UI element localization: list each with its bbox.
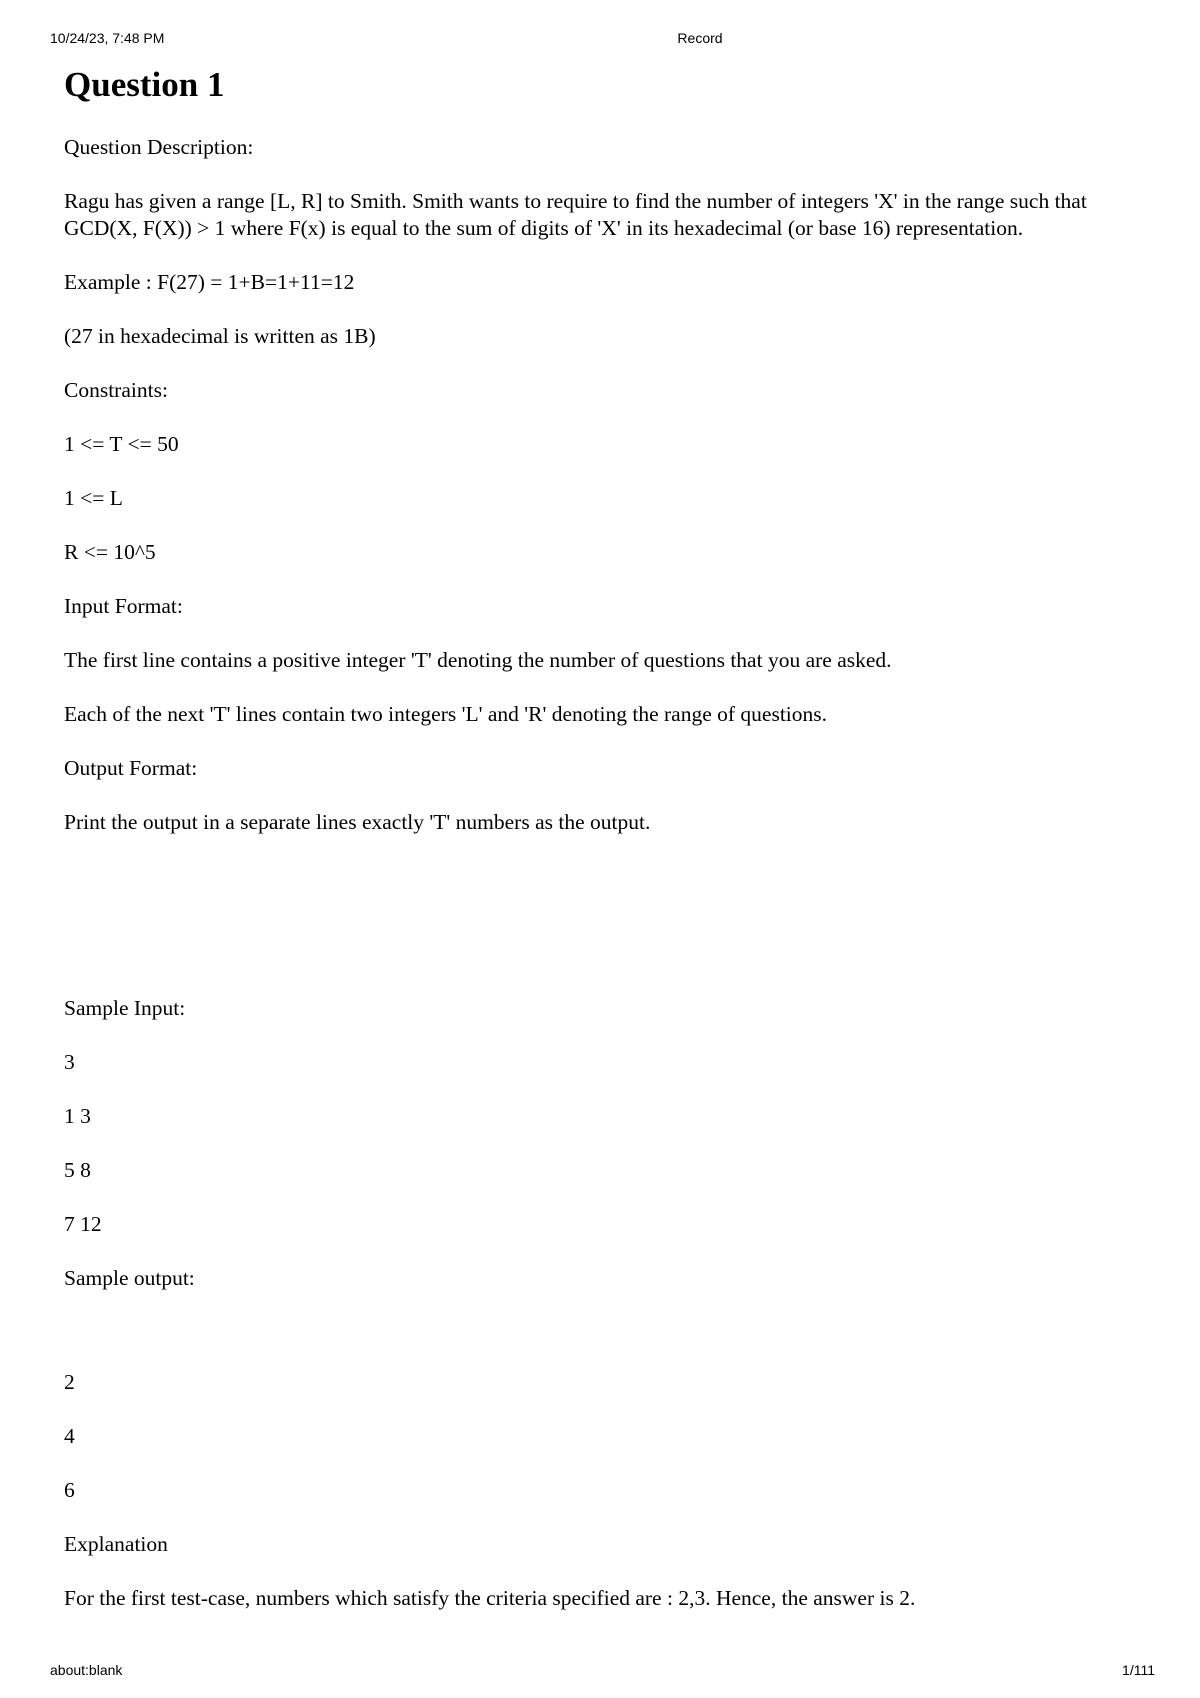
input-format-line: The first line contains a positive integer 'T' denoting the number of questions that you are asked. bbox=[64, 648, 892, 672]
input-format-label: Input Format: bbox=[64, 594, 183, 618]
sample-output-line: 4 bbox=[64, 1424, 75, 1448]
spacer bbox=[64, 1319, 1124, 1369]
constraints-label: Constraints: bbox=[64, 378, 168, 402]
constraint-item: 1 <= L bbox=[64, 486, 123, 510]
print-datetime: 10/24/23, 7:48 PM bbox=[50, 30, 165, 46]
sample-input-line: 3 bbox=[64, 1050, 75, 1074]
sample-input-line: 5 8 bbox=[64, 1158, 91, 1182]
print-title: Record bbox=[677, 30, 723, 46]
sample-input-line: 7 12 bbox=[64, 1212, 102, 1236]
print-footer bbox=[0, 1662, 1200, 1682]
example-text: Example : F(27) = 1+B=1+11=12 bbox=[64, 270, 355, 294]
sample-input-label: Sample Input: bbox=[64, 996, 186, 1020]
description-text: Ragu has given a range [L, R] to Smith. Smith wants to require to find the number of integers 'X' in the range such that GCD(X, F(X)) > 1 where F(x) is equal to the sum of digits of 'X' in its hexadecimal (or base 16) representation. bbox=[64, 189, 1087, 240]
sample-output-line: 2 bbox=[64, 1370, 75, 1394]
input-format-line: Each of the next 'T' lines contain two integers 'L' and 'R' denoting the range of questions. bbox=[64, 702, 828, 726]
sample-output-line: 6 bbox=[64, 1478, 75, 1502]
output-format-text: Print the output in a separate lines exactly 'T' numbers as the output. bbox=[64, 810, 651, 834]
sample-input-line: 1 3 bbox=[64, 1104, 91, 1128]
output-format-label: Output Format: bbox=[64, 756, 198, 780]
print-page-number: 1/111 bbox=[1122, 1662, 1155, 1678]
sample-output-label: Sample output: bbox=[64, 1266, 195, 1290]
description-label: Question Description: bbox=[64, 135, 254, 159]
constraint-item: 1 <= T <= 50 bbox=[64, 432, 179, 456]
explanation-label: Explanation bbox=[64, 1532, 168, 1556]
explanation-text: For the first test-case, numbers which satisfy the criteria specified are : 2,3. Hence, the answer is 2. bbox=[64, 1586, 916, 1610]
spacer bbox=[64, 863, 1124, 995]
question-content bbox=[64, 62, 1124, 1639]
example-note: (27 in hexadecimal is written as 1B) bbox=[64, 324, 376, 348]
question-heading: Question 1 bbox=[64, 65, 225, 104]
print-header bbox=[0, 30, 1200, 50]
constraint-item: R <= 10^5 bbox=[64, 540, 156, 564]
print-url: about:blank bbox=[50, 1662, 123, 1678]
